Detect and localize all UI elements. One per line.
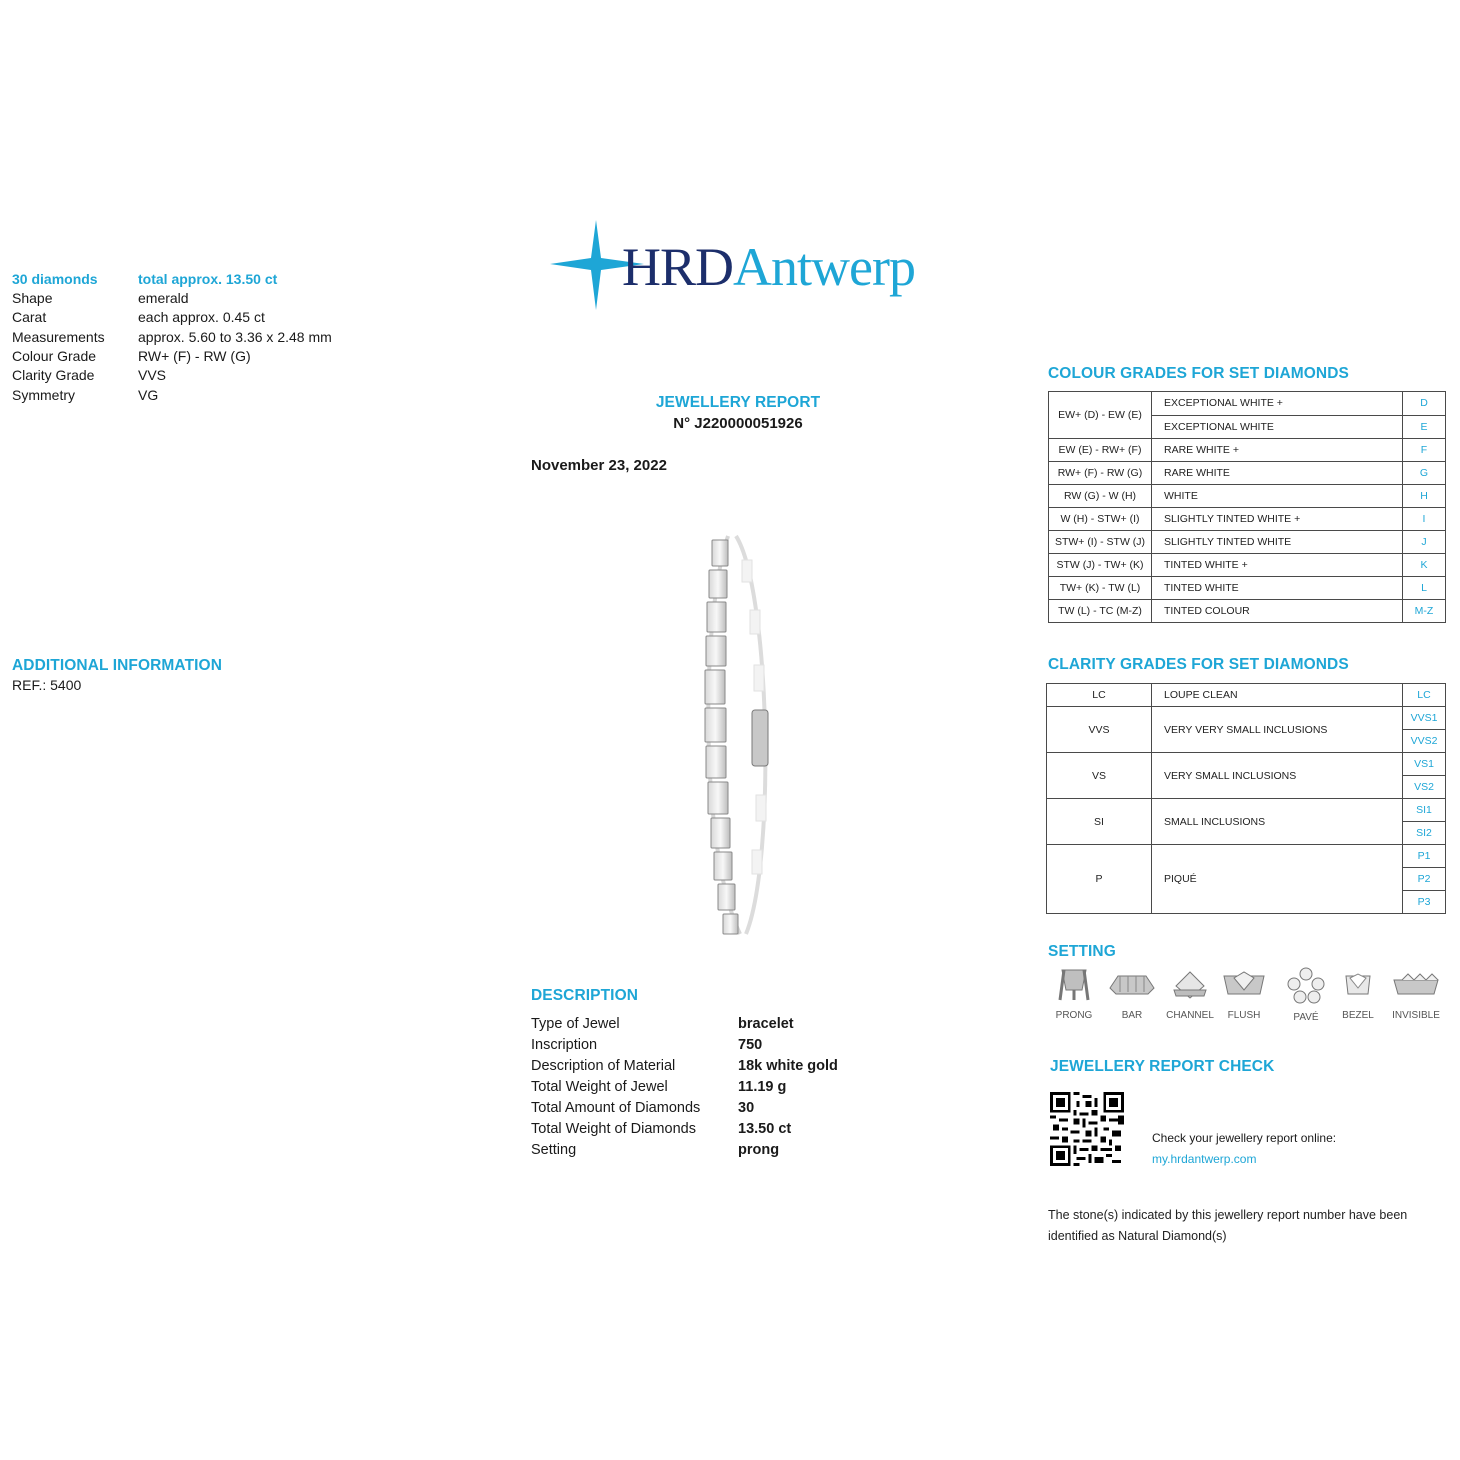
clarity-grade-row — [1047, 799, 1446, 822]
spec-value: RW+ (F) - RW (G) — [138, 348, 251, 364]
colour-range: EW (E) - RW+ (F) — [1049, 439, 1152, 462]
report-check-title: JEWELLERY REPORT CHECK — [1050, 1058, 1275, 1075]
spec-value: VVS — [138, 367, 167, 383]
additional-info-ref: REF.: 5400 — [12, 677, 82, 693]
colour-letter: E — [1403, 415, 1446, 439]
description-value: 13.50 ct — [738, 1121, 792, 1137]
colour-range: W (H) - STW+ (I) — [1049, 508, 1152, 531]
clarity-name: PIQUÉ — [1152, 845, 1403, 914]
qr-code[interactable] — [1050, 1092, 1124, 1166]
colour-range: RW+ (F) - RW (G) — [1049, 462, 1152, 485]
colour-grade-row — [1049, 577, 1446, 600]
colour-letter: I — [1403, 508, 1446, 531]
footnote-line: The stone(s) indicated by this jewellery report number have been — [1048, 1208, 1408, 1222]
setting-item-flush — [1214, 966, 1274, 1021]
clarity-grade: VS1 — [1403, 753, 1446, 776]
clarity-name: LOUPE CLEAN — [1152, 684, 1403, 707]
clarity-name: SMALL INCLUSIONS — [1152, 799, 1403, 845]
colour-letter: G — [1403, 462, 1446, 485]
clarity-grade: LC — [1403, 684, 1446, 707]
colour-grades-title: COLOUR GRADES FOR SET DIAMONDS — [1048, 365, 1349, 382]
setting-label: PAVÉ — [1293, 1012, 1319, 1023]
setting-item-bezel — [1328, 966, 1388, 1021]
description-row — [531, 1098, 951, 1119]
clarity-code: VVS — [1047, 707, 1152, 753]
clarity-grade: VVS1 — [1403, 707, 1446, 730]
colour-name: TINTED COLOUR — [1152, 600, 1403, 623]
spec-key: Carat — [12, 309, 47, 325]
description-value: 750 — [738, 1037, 763, 1053]
description-key: Type of Jewel — [531, 1016, 620, 1032]
colour-range: TW+ (K) - TW (L) — [1049, 577, 1152, 600]
stone-total: total approx. 13.50 ct — [138, 271, 278, 287]
setting-label: BAR — [1121, 1010, 1143, 1021]
channel-setting-icon — [1170, 966, 1210, 1004]
colour-range: RW (G) - W (H) — [1049, 485, 1152, 508]
colour-grade-row — [1049, 554, 1446, 577]
colour-name: SLIGHTLY TINTED WHITE — [1152, 531, 1403, 554]
description-key: Total Amount of Diamonds — [531, 1100, 701, 1116]
pave-setting-icon — [1284, 966, 1328, 1006]
flush-setting-icon — [1222, 966, 1266, 1004]
description-value: bracelet — [738, 1016, 794, 1032]
setting-item-prong — [1044, 966, 1104, 1021]
colour-grade-row — [1049, 508, 1446, 531]
footnote-line: identified as Natural Diamond(s) — [1048, 1229, 1227, 1243]
description-key: Total Weight of Diamonds — [531, 1121, 696, 1137]
spec-key: Symmetry — [12, 387, 75, 403]
description-key: Total Weight of Jewel — [531, 1079, 668, 1095]
clarity-grades-table — [1046, 683, 1446, 914]
colour-grade-row — [1049, 462, 1446, 485]
colour-grade-row — [1049, 392, 1446, 416]
stone-count: 30 diamonds — [12, 271, 98, 287]
setting-item-channel — [1160, 966, 1220, 1021]
logo-hrd: HRD — [622, 237, 734, 297]
spec-value: emerald — [138, 290, 189, 306]
colour-name: RARE WHITE + — [1152, 439, 1403, 462]
spec-key: Colour Grade — [12, 348, 97, 364]
report-check-link[interactable]: my.hrdantwerp.com — [1152, 1152, 1257, 1166]
logo-antwerp: Antwerp — [733, 237, 915, 297]
colour-range: STW (J) - TW+ (K) — [1049, 554, 1152, 577]
report-title: JEWELLERY REPORT — [655, 394, 821, 411]
description-key: Inscription — [531, 1037, 598, 1053]
colour-name: RARE WHITE — [1152, 462, 1403, 485]
colour-grade-row — [1049, 439, 1446, 462]
bar-setting-icon — [1108, 966, 1156, 1004]
clarity-grade-row — [1047, 707, 1446, 730]
natural-diamond-note — [1048, 1205, 1448, 1247]
description-key: Setting — [531, 1142, 577, 1158]
setting-label: CHANNEL — [1166, 1010, 1214, 1021]
description-row — [531, 1140, 951, 1161]
colour-letter: D — [1403, 392, 1446, 416]
clarity-grade: P1 — [1403, 845, 1446, 868]
description-key: Description of Material — [531, 1058, 676, 1074]
colour-grades-table — [1048, 391, 1446, 623]
clarity-grade: VS2 — [1403, 776, 1446, 799]
colour-letter: L — [1403, 577, 1446, 600]
setting-title: SETTING — [1048, 943, 1116, 960]
report-check-text: Check your jewellery report online: — [1152, 1131, 1337, 1145]
spec-key: Clarity Grade — [12, 367, 95, 383]
colour-range: EW+ (D) - EW (E) — [1049, 392, 1152, 439]
clarity-code: SI — [1047, 799, 1152, 845]
colour-range: TW (L) - TC (M-Z) — [1049, 600, 1152, 623]
spec-key: Measurements — [12, 329, 105, 345]
description-row — [531, 1014, 951, 1035]
setting-label: INVISIBLE — [1392, 1010, 1440, 1021]
setting-label: PRONG — [1055, 1010, 1093, 1021]
description-value: 18k white gold — [738, 1058, 838, 1074]
clarity-code: VS — [1047, 753, 1152, 799]
colour-grade-row — [1049, 531, 1446, 554]
report-date: November 23, 2022 — [531, 457, 667, 474]
clarity-grades-title: CLARITY GRADES FOR SET DIAMONDS — [1048, 656, 1349, 673]
setting-item-pave — [1276, 966, 1336, 1023]
logo-wordmark — [622, 236, 915, 298]
setting-label: BEZEL — [1342, 1010, 1374, 1021]
clarity-grade: VVS2 — [1403, 730, 1446, 753]
setting-item-bar — [1102, 966, 1162, 1021]
hrd-logo — [548, 214, 948, 314]
colour-letter: H — [1403, 485, 1446, 508]
colour-name: EXCEPTIONAL WHITE + — [1152, 392, 1403, 416]
setting-item-invisible — [1386, 966, 1446, 1021]
spec-value: approx. 5.60 to 3.36 x 2.48 mm — [138, 329, 332, 345]
colour-name: EXCEPTIONAL WHITE — [1152, 415, 1403, 439]
description-row — [531, 1119, 951, 1140]
colour-name: SLIGHTLY TINTED WHITE + — [1152, 508, 1403, 531]
clarity-grade: SI2 — [1403, 822, 1446, 845]
description-value: 11.19 g — [738, 1079, 787, 1095]
colour-letter: K — [1403, 554, 1446, 577]
colour-name: WHITE — [1152, 485, 1403, 508]
colour-letter: M-Z — [1403, 600, 1446, 623]
bracelet-photo — [690, 530, 790, 940]
colour-range: STW+ (I) - STW (J) — [1049, 531, 1152, 554]
setting-label: FLUSH — [1227, 1010, 1261, 1021]
colour-grade-row — [1049, 600, 1446, 623]
clarity-name: VERY SMALL INCLUSIONS — [1152, 753, 1403, 799]
description-row — [531, 1077, 951, 1098]
colour-name: TINTED WHITE — [1152, 577, 1403, 600]
report-number: N° J220000051926 — [673, 415, 803, 432]
colour-name: TINTED WHITE + — [1152, 554, 1403, 577]
spec-value: VG — [138, 387, 159, 403]
description-row — [531, 1035, 951, 1056]
description-row — [531, 1056, 951, 1077]
clarity-grade: SI1 — [1403, 799, 1446, 822]
clarity-grade-row — [1047, 845, 1446, 868]
description-value: 30 — [738, 1100, 755, 1116]
spec-value: each approx. 0.45 ct — [138, 309, 265, 325]
description-title: DESCRIPTION — [531, 987, 639, 1004]
clarity-grade: P2 — [1403, 868, 1446, 891]
spec-key: Shape — [12, 290, 53, 306]
clarity-grade-row — [1047, 753, 1446, 776]
description-value: prong — [738, 1142, 780, 1158]
prong-setting-icon — [1054, 966, 1094, 1004]
clarity-code: P — [1047, 845, 1152, 914]
colour-letter: F — [1403, 439, 1446, 462]
bezel-setting-icon — [1340, 966, 1376, 1004]
clarity-grade-row — [1047, 684, 1446, 707]
clarity-name: VERY VERY SMALL INCLUSIONS — [1152, 707, 1403, 753]
colour-letter: J — [1403, 531, 1446, 554]
colour-grade-row — [1049, 485, 1446, 508]
additional-info-title: ADDITIONAL INFORMATION — [12, 657, 222, 674]
clarity-code: LC — [1047, 684, 1152, 707]
invisible-setting-icon — [1392, 966, 1440, 1004]
clarity-grade: P3 — [1403, 891, 1446, 914]
